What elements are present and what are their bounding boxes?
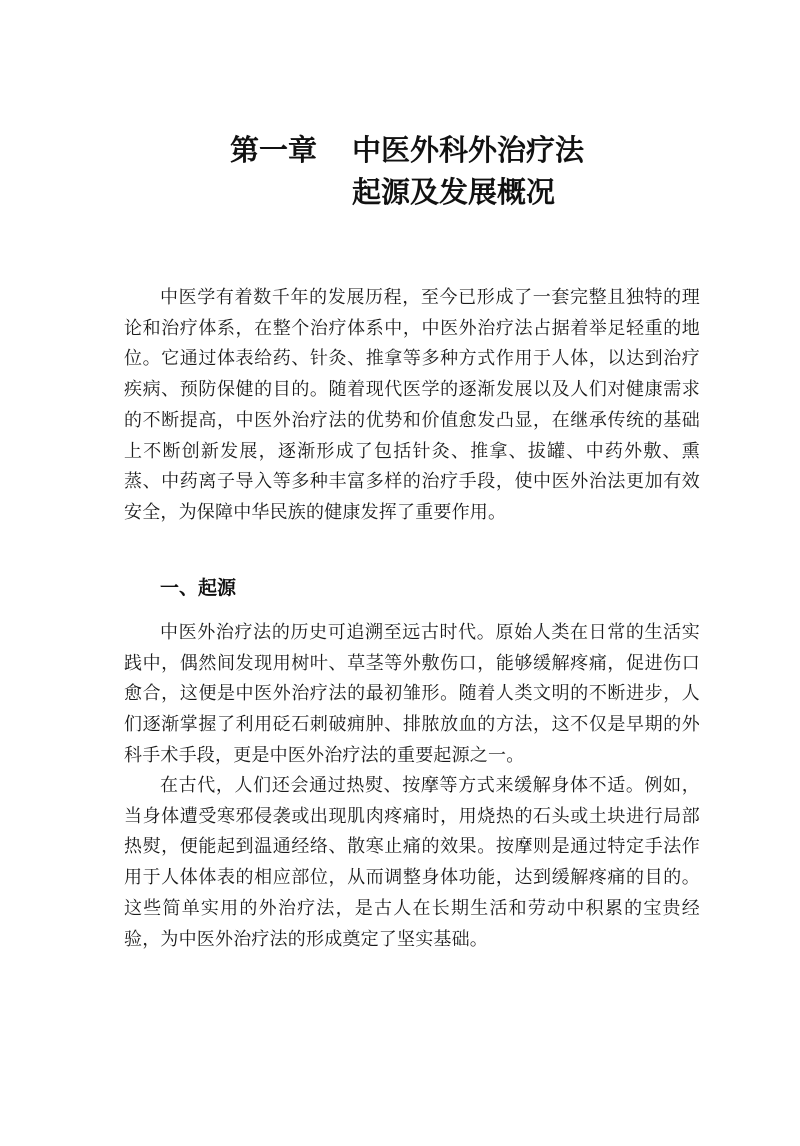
chapter-title-text-1: 中医外科外治疗法 (352, 133, 585, 167)
chapter-title-line-2: 起源及发展概况 (352, 175, 556, 209)
origin-paragraph-1: 中医外治疗法的历史可追溯至远古时代。原始人类在日常的生活实践中，偶然间发现用树叶、草茎等外敷伤口，能够缓解疼痛，促进伤口愈合，这便是中医外治疗法的最初雏形。随着人类文明的不断进步，人们逐渐掌握了利用砭石刺破痈肿、排脓放血的方法，这不仅是早期的外科手术手段，更是中医外治疗法的重要起源之一。 (124, 622, 700, 766)
origin-paragraph-2: 在古代，人们还会通过热熨、按摩等方式来缓解身体不适。例如，当身体遭受寒邪侵袭或出现肌肉疼痛时，用烧热的石头或土块进行局部热熨，便能起到温通经络、散寒止痛的效果。按摩则是通过特定手法作用于人体体表的相应部位，从而调整身体功能，达到缓解疼痛的目的。这些简单实用的外治疗法，是古人在长期生活和劳动中积累的宝贵经验，为中医外治疗法的形成奠定了坚实基础。 (124, 775, 700, 950)
intro-paragraph: 中医学有着数千年的发展历程，至今已形成了一套完整且独特的理论和治疗体系，在整个治疗体系中，中医外治疗法占据着举足轻重的地位。它通过体表给药、针灸、推拿等多种方式作用于人体，以达到治疗疾病、预防保健的目的。随着现代医学的逐渐发展以及人们对健康需求的不断提高，中医外治疗法的优势和价值愈发凸显，在继承传统的基础上不断创新发展，逐渐形成了包括针灸、推拿、拔罐、中药外敷、熏蒸、中药离子导入等多种丰富多样的治疗手段，使中医外治法更加有效安全，为保障中华民族的健康发挥了重要作用。 (124, 287, 700, 523)
section-heading-origin: 一、起源 (160, 577, 237, 599)
chapter-number: 第一章 (230, 133, 318, 167)
chapter-title-line-1 (230, 130, 584, 170)
